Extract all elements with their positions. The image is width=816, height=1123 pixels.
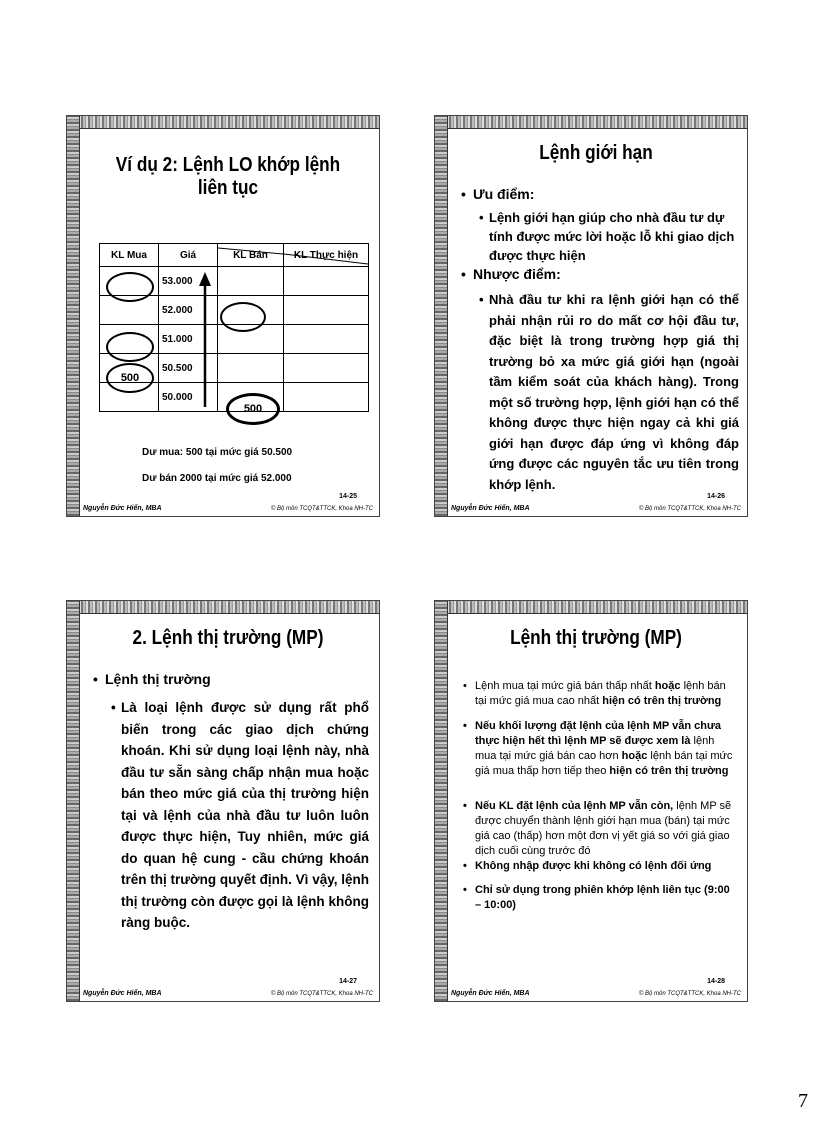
bullet-5: • Chỉ sử dụng trong phiên khớp lệnh liên tục (9:00 – 10:00) [463, 884, 730, 911]
header-kl-thuc-hien-label: KL Thực hiện [293, 249, 359, 261]
footer-author: Nguyễn Đức Hiển, MBA [83, 505, 162, 512]
bold-part: hiện có trên thị trường [609, 765, 729, 777]
slide-header-bar [435, 116, 747, 129]
slide-side-bar [67, 116, 80, 516]
slide-number: 14-26 [707, 493, 725, 500]
slide-header-bar [435, 601, 747, 614]
page-number: 7 [798, 1090, 808, 1112]
footer-dept: © Bộ môn TCQT&TTCK, Khoa NH-TC [638, 991, 741, 997]
bullet-1: • Lệnh mua tại mức giá bán thấp nhất hoặc lệnh bán tại mức giá mua cao nhất hiện có trên thị trường [463, 680, 726, 707]
sell-value: 500 [243, 403, 263, 415]
bold-part: hoặc [621, 750, 648, 762]
bullet-text: Là loại lệnh được sử dụng rất phổ biến trong các giao dịch chứng khoán. Khi sử dụng loại lệnh này, nhà đầu tư sẵn sàng chấp nhận mua hoặc bán theo mức giá của thị trường hiện tại và lệnh của nhà đầu tư luôn luôn được thực hiện, Tuy nhiên, mức giá do quan hệ cung - cầu chứng khoán trên thị trường quyết định. Vì vậy, lệnh thị trường còn được gọi là lệnh không ràng buộc. [121, 700, 369, 930]
footer-author: Nguyễn Đức Hiển, MBA [451, 505, 530, 512]
slide-side-bar [435, 601, 448, 1001]
buy-ellipse-1 [106, 272, 154, 302]
bullet-nhuoc-diem-detail: • Nhà đầu tư khi ra lệnh giới hạn có thể phải nhận rủi ro do mất cơ hội đầu tư, đặc biệt là trong trường hợp giá thị trường bỏ xa mức giá giới hạn (ngoài tầm kiểm soát của khách hàng). Trong một số trường hợp, lệnh giới hạn có thể không được thực hiện ngay cả khi giá giới hạn được đáp ứng vì không đáp ứng được các nguyên tắc ưu tiên trong khớp lệnh. [479, 292, 739, 492]
bold-part: Nếu KL đặt lệnh của lệnh MP vẫn còn, [475, 800, 674, 812]
bullet-text: Ưu điểm: [473, 186, 535, 202]
buy-ellipse-3 [106, 363, 154, 393]
header-kl-ban-label: KL Bán [233, 249, 268, 261]
slide-number: 14-25 [339, 493, 357, 500]
sell-ellipse-2 [226, 393, 280, 425]
bullet-lenh-thi-truong-detail: • Là loại lệnh được sử dụng rất phổ biến trong các giao dịch chứng khoán. Khi sử dụng loại lệnh này, nhà đầu tư sẵn sàng chấp nhận mua hoặc bán theo mức giá của thị trường hiện tại và lệnh của nhà đầu tư luôn luôn được thực hiện, Tuy nhiên, mức giá do quan hệ cung - cầu chứng khoán trên thị trường quyết định. Vì vậy, lệnh thị trường còn được gọi là lệnh không ràng buộc. [111, 700, 369, 930]
footer-dept: © Bộ môn TCQT&TTCK, Khoa NH-TC [270, 991, 373, 997]
bullet-nhuoc-diem: • Nhược điểm: [461, 266, 561, 282]
slide-14-25 [66, 115, 380, 517]
bullet-text: Nhà đầu tư khi ra lệnh giới hạn có thể phải nhận rủi ro do mất cơ hội đầu tư, đặc biệt là trong trường hợp giá thị trường bỏ xa mức giá giới hạn (ngoài tầm kiểm soát của khách hàng). Trong một số trường hợp, lệnh giới hạn có thể không được thực hiện ngay cả khi giá giới hạn được đáp ứng vì không đáp ứng được các nguyên tắc ưu tiên trong khớp lệnh. [489, 292, 739, 492]
note-du-mua: Dư mua: 500 tại mức giá 50.500 [142, 447, 293, 458]
slide-14-27 [66, 600, 380, 1002]
slide-title: Lệnh giới hạn [539, 142, 653, 164]
text-part: Lệnh mua tại mức giá bán thấp nhất [475, 680, 655, 692]
slide-number: 14-28 [707, 978, 725, 985]
footer-dept: © Bộ môn TCQT&TTCK, Khoa NH-TC [270, 506, 373, 512]
bullet-text: Lệnh giới hạn giúp cho nhà đầu tư dự tính được mức lời hoặc lỗ khi giao dịch được thực hiện [489, 210, 735, 263]
slide-title: Lệnh thị trường (MP) [510, 627, 682, 649]
slide-14-26 [434, 115, 748, 517]
text-part: lệnh MP sẽ được chuyển thành lệnh giới hạn mua (bán) tại mức giá cao (thấp) hơn một đơn vị yết giá so với giá giao dịch cuối cùng trước đó [475, 800, 732, 857]
table-header-row [100, 244, 369, 267]
bullet-text: Nhược điểm: [473, 266, 561, 282]
footer-author: Nguyễn Đức Hiển, MBA [451, 990, 530, 997]
text-part: lệnh mua tại mức giá bán cao hơn [475, 735, 715, 762]
bold-part: hoặc [654, 680, 681, 692]
price-cell: 53.000 [159, 267, 218, 296]
slide-side-bar [67, 601, 80, 1001]
slide-14-28 [434, 600, 748, 1002]
bullet-text: Lệnh thị trường [105, 671, 211, 687]
price-cell: 50.500 [159, 354, 218, 383]
bullet-text: Chỉ sử dụng trong phiên khớp lệnh liên tục (9:00 – 10:00) [475, 884, 730, 911]
header-kl-thuc-hien [284, 244, 369, 267]
bold-part: hiện có trên thị trường [602, 695, 722, 707]
bullet-3: • Nếu KL đặt lệnh của lệnh MP vẫn còn, lệnh MP sẽ được chuyển thành lệnh giới hạn mua (bán) tại mức giá cao (thấp) hơn một đơn vị yết giá so với giá giao dịch cuối cùng trước đó [463, 800, 732, 857]
header-kl-ban [218, 244, 284, 267]
footer-author: Nguyễn Đức Hiển, MBA [83, 990, 162, 997]
slide-number: 14-27 [339, 978, 357, 985]
bullet-4: • Không nhập được khi không có lệnh đối ứng [463, 860, 712, 872]
slide-title: 2. Lệnh thị trường (MP) [132, 627, 324, 649]
price-cell: 50.000 [159, 383, 218, 412]
diagonal-line [218, 244, 283, 266]
diagonal-line [284, 244, 368, 266]
buy-value: 500 [120, 372, 140, 384]
footer-dept: © Bộ môn TCQT&TTCK, Khoa NH-TC [638, 506, 741, 512]
price-cell: 51.000 [159, 325, 218, 354]
slide-header-bar [67, 601, 379, 614]
up-arrow-icon [198, 272, 212, 412]
buy-ellipse-2 [106, 332, 154, 362]
bold-part: Nếu khối lượng đặt lệnh của lệnh MP vẫn chưa thực hiện hết thì lệnh MP sẽ được xem là [475, 720, 722, 747]
text-part: lệnh bán tại mức giá mua cao nhất [475, 680, 726, 707]
bullet-text: Không nhập được khi không có lệnh đối ứng [475, 860, 712, 872]
bullet-uu-diem-detail: • Lệnh giới hạn giúp cho nhà đầu tư dự tính được mức lời hoặc lỗ khi giao dịch được thực hiện [479, 210, 735, 263]
slide-header-bar [67, 116, 379, 129]
slide-title: Ví dụ 2: Lệnh LO khớp lệnh liên tục [115, 154, 341, 199]
text-part: lệnh bán tại mức giá mua thấp hơn tiếp theo [475, 750, 733, 777]
sell-ellipse-1 [220, 302, 266, 332]
header-kl-mua: KL Mua [100, 244, 159, 267]
price-cell: 52.000 [159, 296, 218, 325]
bullet-uu-diem: • Ưu điểm: [461, 186, 535, 202]
bullet-lenh-thi-truong: • Lệnh thị trường [93, 671, 211, 687]
bullet-2: • Nếu khối lượng đặt lệnh của lệnh MP vẫn chưa thực hiện hết thì lệnh MP sẽ được xem là lệnh mua tại mức giá bán cao hơn hoặc lệnh bán tại mức giá mua thấp hơn tiếp theo hiện có trên thị trường [463, 720, 733, 777]
header-gia: Giá [159, 244, 218, 267]
note-du-ban: Dư bán 2000 tại mức giá 52.000 [142, 473, 292, 484]
slide-side-bar [435, 116, 448, 516]
